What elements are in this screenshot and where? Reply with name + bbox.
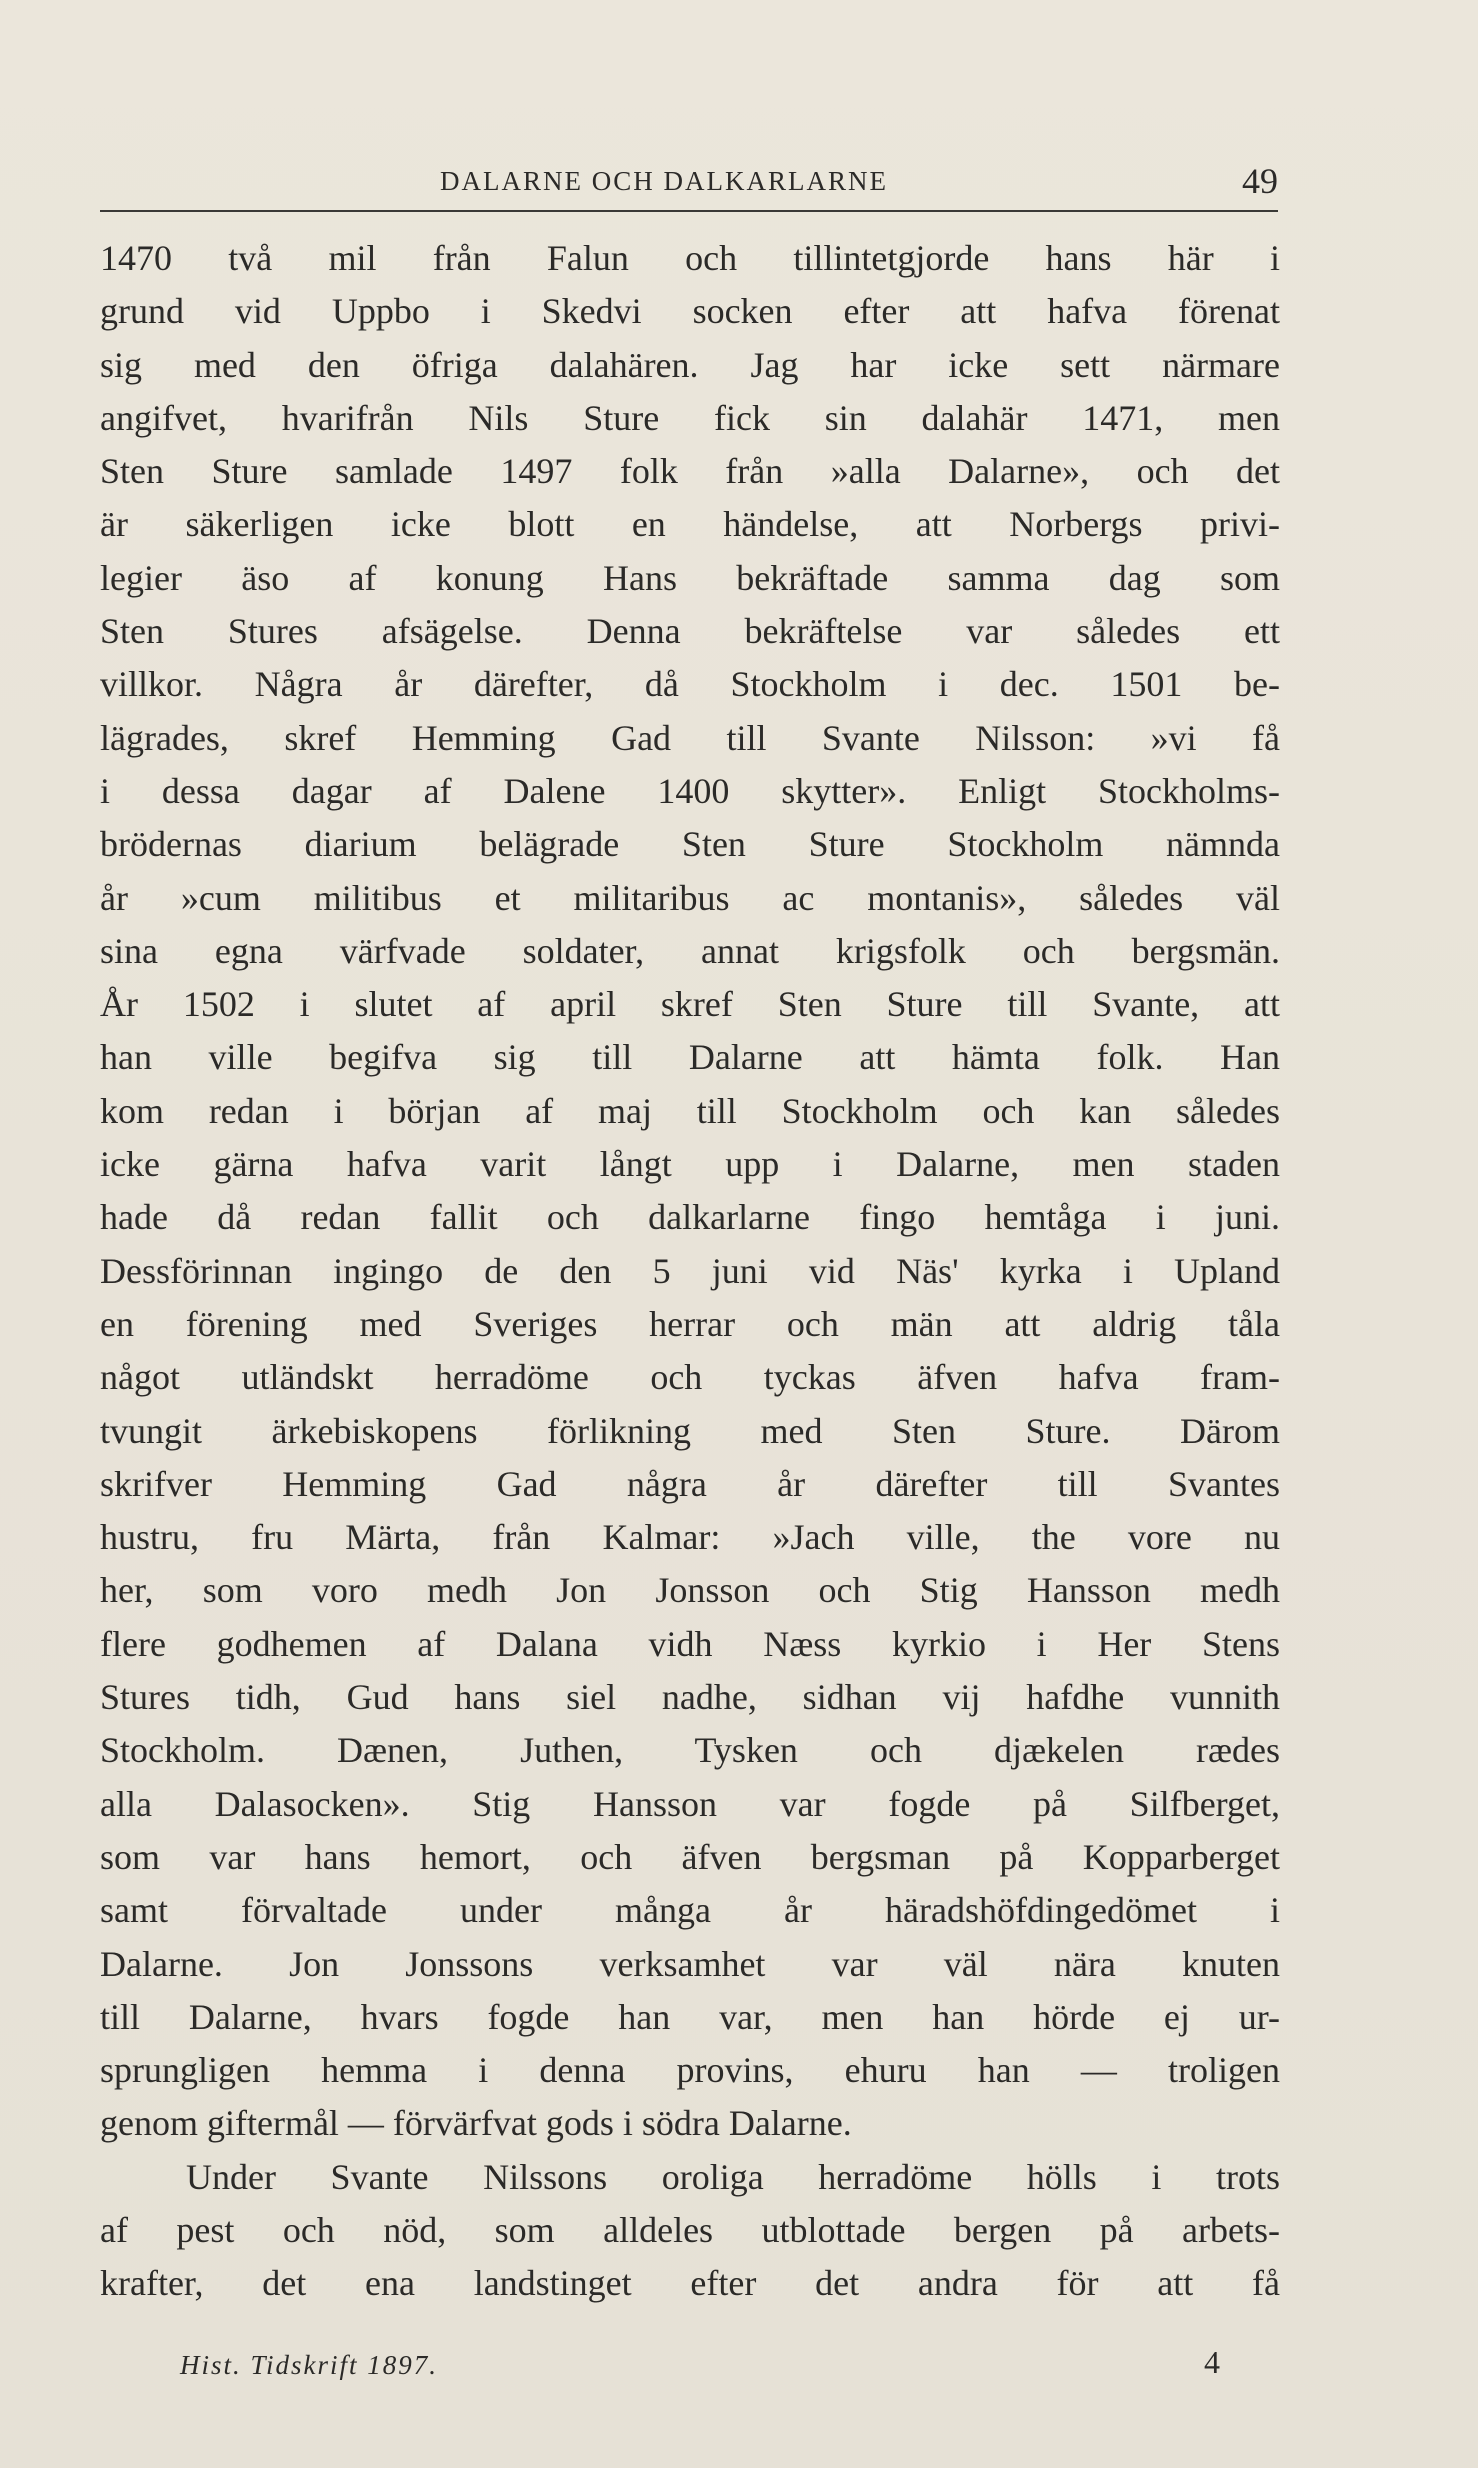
text-line: År 1502 i slutet af april skref Sten Sture till Svante, att xyxy=(100,984,1280,1025)
text-line: tvungit ärkebiskopens förlikning med Sten Sture. Därom xyxy=(100,1410,1280,1451)
text-line: en förening med Sveriges herrar och män att aldrig tåla xyxy=(100,1303,1280,1344)
text-line: sig med den öfriga dalahären. Jag har icke sett närmare xyxy=(100,344,1280,385)
text-line: angifvet, hvarifrån Nils Sture fick sin dalahär 1471, men xyxy=(100,397,1280,438)
text-line: i dessa dagar af Dalene 1400 skytter». Enligt Stockholms- xyxy=(100,770,1280,811)
text-line: sprungligen hemma i denna provins, ehuru han — troligen xyxy=(100,2050,1280,2091)
signature-mark: 4 xyxy=(1204,2344,1220,2380)
text-line: Stures tidh, Gud hans siel nadhe, sidhan vij hafdhe vunnith xyxy=(100,1677,1280,1718)
text-line: Dalarne. Jon Jonssons verksamhet var väl nära knuten xyxy=(100,1943,1280,1984)
text-line: 1470 två mil från Falun och tillintetgjorde hans här i xyxy=(100,238,1280,278)
text-line: han ville begifva sig till Dalarne att hämta folk. Han xyxy=(100,1037,1280,1078)
text-line: Dessförinnan ingingo de den 5 juni vid Näs' kyrka i Upland xyxy=(100,1250,1280,1291)
text-line: Sten Sture samlade 1497 folk från »alla Dalarne», och det xyxy=(100,451,1280,492)
text-line: hade då redan fallit och dalkarlarne fingo hemtåga i juni. xyxy=(100,1197,1280,1238)
text-line: icke gärna hafva varit långt upp i Dalarne, men staden xyxy=(100,1144,1280,1185)
body-text xyxy=(100,232,1280,2311)
page-footer xyxy=(180,2344,1220,2394)
text-line: lägrades, skref Hemming Gad till Svante Nilsson: »vi få xyxy=(100,717,1280,758)
text-line: är säkerligen icke blott en händelse, att Norbergs privi- xyxy=(100,504,1280,545)
text-line: hustru, fru Märta, från Kalmar: »Jach ville, the vore nu xyxy=(100,1517,1280,1558)
text-line: som var hans hemort, och äfven bergsman på Kopparberget xyxy=(100,1836,1280,1877)
text-line: Sten Stures afsägelse. Denna bekräftelse var således ett xyxy=(100,611,1280,652)
text-line: flere godhemen af Dalana vidh Næss kyrkio i Her Stens xyxy=(100,1623,1280,1664)
text-line: något utländskt herradöme och tyckas äfven hafva fram- xyxy=(100,1357,1280,1398)
text-line: sina egna värfvade soldater, annat krigsfolk och bergsmän. xyxy=(100,930,1280,971)
text-line: alla Dalasocken». Stig Hansson var fogde på Silfberget, xyxy=(100,1783,1280,1824)
running-title: DALARNE OCH DALKARLARNE xyxy=(440,166,888,196)
text-line: kom redan i början af maj till Stockholm och kan således xyxy=(100,1090,1280,1131)
text-line: genom giftermål — förvärfvat gods i södra Dalarne. xyxy=(100,2103,852,2144)
text-line: krafter, det ena landstinget efter det andra för att få xyxy=(100,2263,1280,2304)
text-line: grund vid Uppbo i Skedvi socken efter att hafva förenat xyxy=(100,291,1280,332)
text-line: samt förvaltade under många år häradshöfdingedömet i xyxy=(100,1890,1280,1931)
text-line: villkor. Några år därefter, då Stockholm i dec. 1501 be- xyxy=(100,664,1280,705)
text-line: brödernas diarium belägrade Sten Sture Stockholm nämnda xyxy=(100,824,1280,865)
journal-reference: Hist. Tidskrift 1897. xyxy=(180,2350,439,2380)
text-line: af pest och nöd, som alldeles utblottade bergen på arbets- xyxy=(100,2209,1280,2250)
text-line: her, som voro medh Jon Jonsson och Stig Hansson medh xyxy=(100,1570,1280,1611)
text-line: till Dalarne, hvars fogde han var, men han hörde ej ur- xyxy=(100,1996,1280,2037)
text-line: skrifver Hemming Gad några år därefter till Svantes xyxy=(100,1463,1280,1504)
text-line: Under Svante Nilssons oroliga herradöme hölls i trots xyxy=(186,2156,1280,2197)
text-line: legier äso af konung Hans bekräftade samma dag som xyxy=(100,557,1280,598)
text-line: år »cum militibus et militaribus ac montanis», således väl xyxy=(100,877,1280,918)
page-number: 49 xyxy=(1242,161,1278,201)
running-header xyxy=(100,160,1278,212)
text-line: Stockholm. Dænen, Juthen, Tysken och djækelen rædes xyxy=(100,1730,1280,1771)
